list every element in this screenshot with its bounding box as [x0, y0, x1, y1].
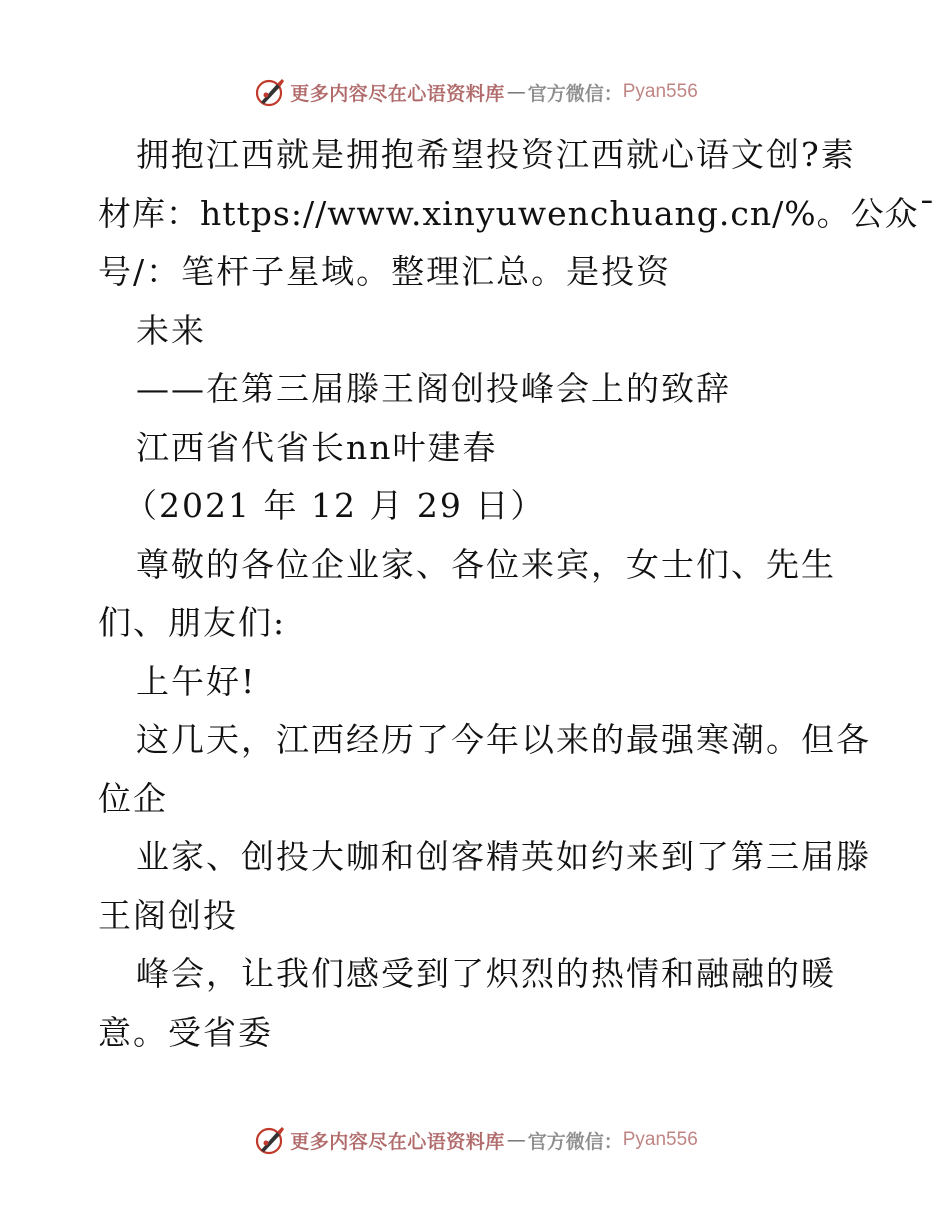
- paragraph-line: （2021 年 12 月 29 日）: [124, 486, 546, 525]
- banner-wechat-id: Pyan556: [622, 81, 698, 102]
- paragraph-line: 位企: [98, 778, 168, 818]
- paragraph-line: 峰会，让我们感受到了炽烈的热情和融融的暖: [136, 954, 836, 993]
- paragraph-line: 意。受省委: [98, 1012, 273, 1052]
- paragraph-line: 江西省代省长nn叶建春: [136, 427, 498, 467]
- document-body: [98, 126, 937, 1062]
- paragraph-line: 王阁创投: [98, 895, 238, 935]
- paragraph-line: ——在第三届滕王阁创投峰会上的致辞: [136, 369, 731, 408]
- paragraph-line: 尊敬的各位企业家、各位来宾，女士们、先生: [136, 544, 836, 584]
- footer-banner: [0, 1120, 950, 1160]
- banner-text: 更多内容尽在心语资料库: [290, 1130, 505, 1153]
- paragraph-line: 业家、创投大咖和创客精英如约来到了第三届滕: [136, 837, 871, 876]
- banner-wechat-id: Pyan556: [622, 1129, 698, 1150]
- banner-wechat-label: 官方微信：: [527, 1130, 623, 1153]
- paragraph-line: 材库：https://www.xinyuwenchuang.cn/%。公众¯: [98, 193, 937, 233]
- banner-text: 更多内容尽在心语资料库: [290, 82, 505, 105]
- paragraph-line: 们、朋友们:: [98, 603, 287, 642]
- banner-wechat-label: 官方微信：: [527, 82, 623, 105]
- pen-logo-icon: [252, 1123, 286, 1157]
- paragraph-line: 这几天，江西经历了今年以来的最强寒潮。但各: [136, 720, 871, 759]
- paragraph-line: 上午好!: [136, 661, 257, 701]
- paragraph-line: 号/：笔杆子星域。整理汇总。是投资: [98, 252, 672, 291]
- paragraph-line: 拥抱江西就是拥抱希望投资江西就心语文创?素: [136, 135, 856, 174]
- pen-logo-icon: [252, 75, 286, 109]
- header-banner: [0, 72, 950, 112]
- paragraph-line: 未来: [136, 310, 206, 350]
- banner-dash: —: [506, 81, 526, 103]
- banner-dash: —: [506, 1129, 526, 1151]
